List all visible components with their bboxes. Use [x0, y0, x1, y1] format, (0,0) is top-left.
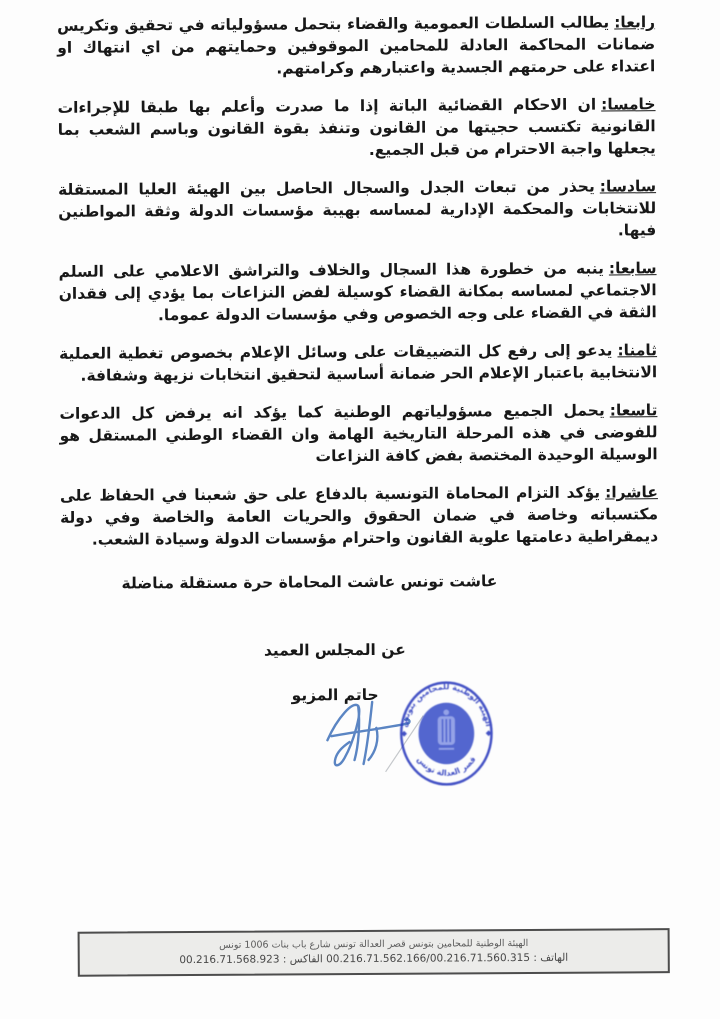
ordinal-label: سادسا:: [599, 177, 657, 196]
ordinal-label: رابعا:: [614, 13, 656, 32]
paragraph-sixth: [58, 175, 656, 245]
ordinal-label: سابعا:: [608, 259, 657, 278]
footer-address: الهيئة الوطنية للمحامين بتونس قصر العدالة تونس شارع باب بنات 1006 تونس: [219, 937, 529, 951]
paragraph-text: ينبه من خطورة هذا السجال والخلاف والتراشق الاعلامي على السلم الاجتماعي لمساسه بمكانة القضاء كوسيلة لفض النزاعات بما يؤدي إلى فقدان الثقة في القضاء على وجه الخصوص وفي مؤسسات الدولة عموما.: [58, 259, 657, 325]
stamp-ring-text-bottom: قصر العدالة تونس: [415, 754, 478, 778]
footer-phone-fax: [179, 952, 568, 967]
fax-label: الفاكس :: [282, 953, 323, 966]
paragraph-text: ان الاحكام القضائية الباتة إذا ما صدرت وأعلم بها طبقا للإجراءات القانونية تكتسب حجيتها من القانون وتنفذ بقوة القانون وباسم الشعب بما يجعلها واجبة الاحترام من قبل الجميع.: [57, 95, 656, 159]
paragraph-fourth: [57, 11, 655, 81]
paragraph-seventh: [58, 257, 656, 327]
ordinal-label: عاشرا:: [605, 483, 658, 502]
paragraph-tenth: [60, 481, 658, 551]
paragraph-text: يطالب السلطات العمومية والقضاء بتحمل مسؤولياته في تحقيق وتكريس ضمانات المحاكمة العادلة للمحامين الموقوفين وحمايتهم من اي انتهاك او اعتداء على حرمتهم الجسدية واعتبارهم وكرامتهم.: [56, 13, 656, 78]
phone-label: الهاتف :: [533, 951, 569, 964]
ordinal-label: ثامنا:: [617, 341, 658, 360]
letter-body: [57, 11, 659, 708]
phone-number: 00.216.71.562.166/00.216.71.560.315: [326, 951, 531, 966]
footer-contact-box: [78, 928, 670, 977]
signoff-name: حاتم المزيو: [291, 685, 379, 705]
paragraph-text: يحمل الجميع مسؤولياتهم الوطنية كما يؤكد انه يرفض كل الدعوات للفوضى في هذه المرحلة التاريخية الهامة وان القضاء الوطني المستقل هو الوسيلة الوحيدة المختصة بفض كافة النزاعات: [59, 401, 658, 466]
paragraph-ninth: [59, 399, 657, 469]
paragraph-text: يحذر من تبعات الجدل والسجال الحاصل بين الهيئة العليا المستقلة للانتخابات والمحكمة الإدارية لمساسه بهيبة مؤسسات الدولة وثقة المواطنين فيها.: [57, 177, 657, 240]
closing-slogan: عاشت تونس عاشت المحاماة حرة مستقلة مناضلة: [121, 572, 498, 593]
official-stamp-icon: [398, 677, 495, 790]
ordinal-label: تاسعا:: [609, 401, 658, 420]
fax-number: 00.216.71.568.923: [179, 953, 280, 967]
paragraph-eighth: [59, 339, 657, 387]
paragraph-text: يدعو إلى رفع كل التضييقات على وسائل الإعلام بخصوص تغطية العملية الانتخابية باعتبار الإعلام الحر ضمانة أساسية لتحقيق انتخابات نزيهة وشفافة.: [58, 341, 658, 385]
paragraph-text: يؤكد التزام المحاماة التونسية بالدفاع على حق شعبنا في الحفاظ على مكتسباته وخاصة في ضمان الحقوق والحريات العامة والخاصة وفي دولة ديمقراطية دعامتها علوية القانون واحترام مؤسسات الدولة وسيادة الشعب.: [59, 483, 659, 549]
stamp-ring-text-top: الهيئة الوطنية للمحامين بتونس: [399, 682, 494, 728]
ordinal-label: خامسا:: [601, 95, 656, 114]
paragraph-fifth: [57, 93, 655, 163]
signoff-on-behalf: عن المجلس العميد: [263, 640, 406, 660]
